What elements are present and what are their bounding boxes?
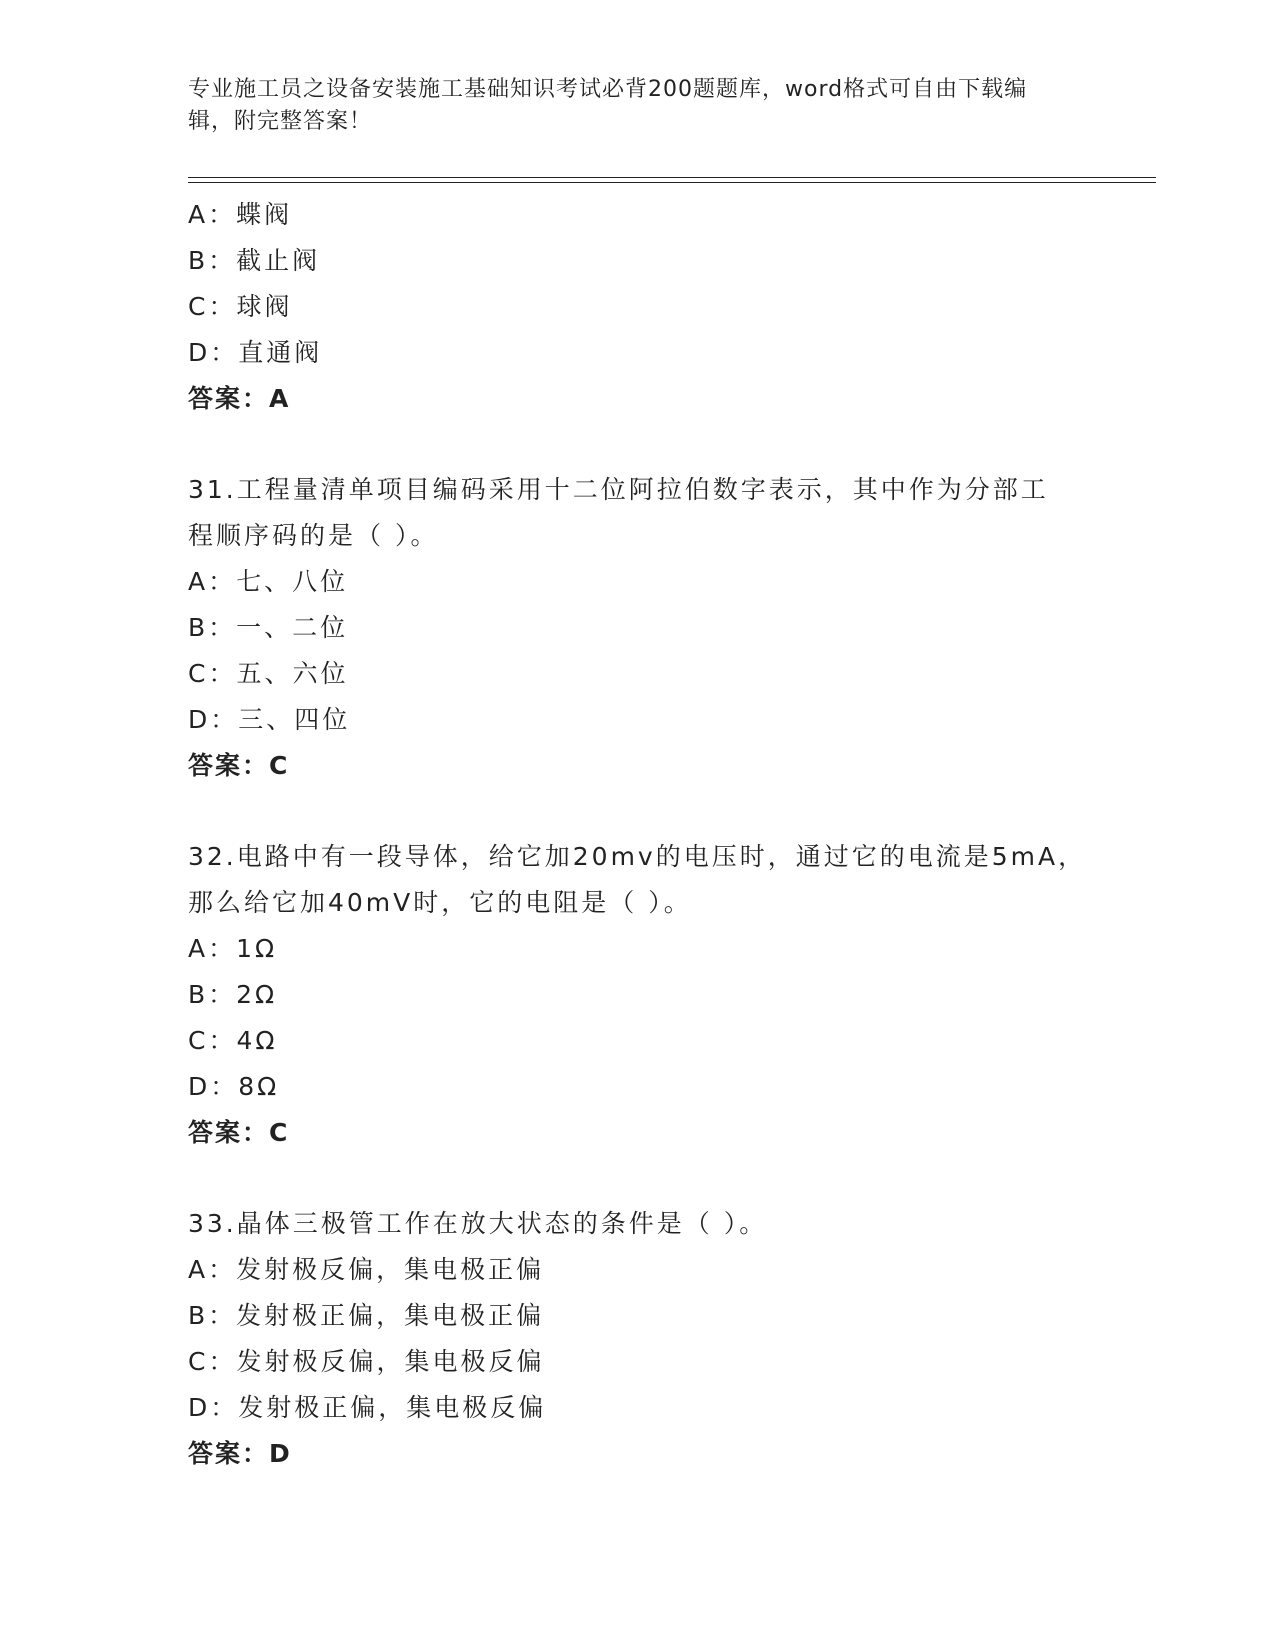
option-c: C：4Ω	[188, 1026, 278, 1055]
option-a: A：发射极反偏，集电极正偏	[188, 1255, 545, 1284]
question-text-line: 那么给它加40mV时，它的电阻是（ ）。	[188, 888, 692, 917]
option-b: B：发射极正偏，集电极正偏	[188, 1301, 545, 1330]
question-block-33	[188, 1201, 1088, 1477]
option-d: D：8Ω	[188, 1072, 280, 1101]
document-header: 专业施工员之设备安装施工基础知识考试必背200题题库，word格式可自由下载编辑，附完整答案！	[188, 77, 1028, 134]
option-c: C：球阀	[188, 292, 293, 321]
question-content	[188, 192, 1088, 1477]
option-b: B：一、二位	[188, 613, 349, 642]
option-d: D：直通阀	[188, 338, 323, 367]
option-a: A：七、八位	[188, 567, 349, 596]
answer-line: 答案：C	[188, 1118, 290, 1147]
answer-line: 答案：A	[188, 384, 291, 413]
option-c: C：五、六位	[188, 659, 349, 688]
question-text-line: 31.工程量清单项目编码采用十二位阿拉伯数字表示，其中作为分部工	[188, 475, 1049, 504]
option-c: C：发射极反偏，集电极反偏	[188, 1347, 545, 1376]
answer-line: 答案：C	[188, 751, 290, 780]
question-block-continued	[188, 192, 1088, 422]
question-text-line: 程顺序码的是（ ）。	[188, 521, 439, 550]
option-b: B：2Ω	[188, 980, 278, 1009]
header-rule-bottom	[188, 182, 1156, 183]
header-rule-top	[188, 177, 1156, 178]
question-text-line: 33.晶体三极管工作在放大状态的条件是（ ）。	[188, 1209, 768, 1238]
option-d: D：发射极正偏，集电极反偏	[188, 1393, 547, 1422]
option-a: A：蝶阀	[188, 200, 293, 229]
option-a: A：1Ω	[188, 934, 278, 963]
question-block-32	[188, 834, 1088, 1156]
answer-line: 答案：D	[188, 1439, 292, 1468]
option-d: D：三、四位	[188, 705, 351, 734]
question-block-31	[188, 467, 1088, 789]
question-text-line: 32.电路中有一段导体，给它加20mv的电压时，通过它的电流是5mA，	[188, 842, 1087, 871]
option-b: B：截止阀	[188, 246, 321, 275]
